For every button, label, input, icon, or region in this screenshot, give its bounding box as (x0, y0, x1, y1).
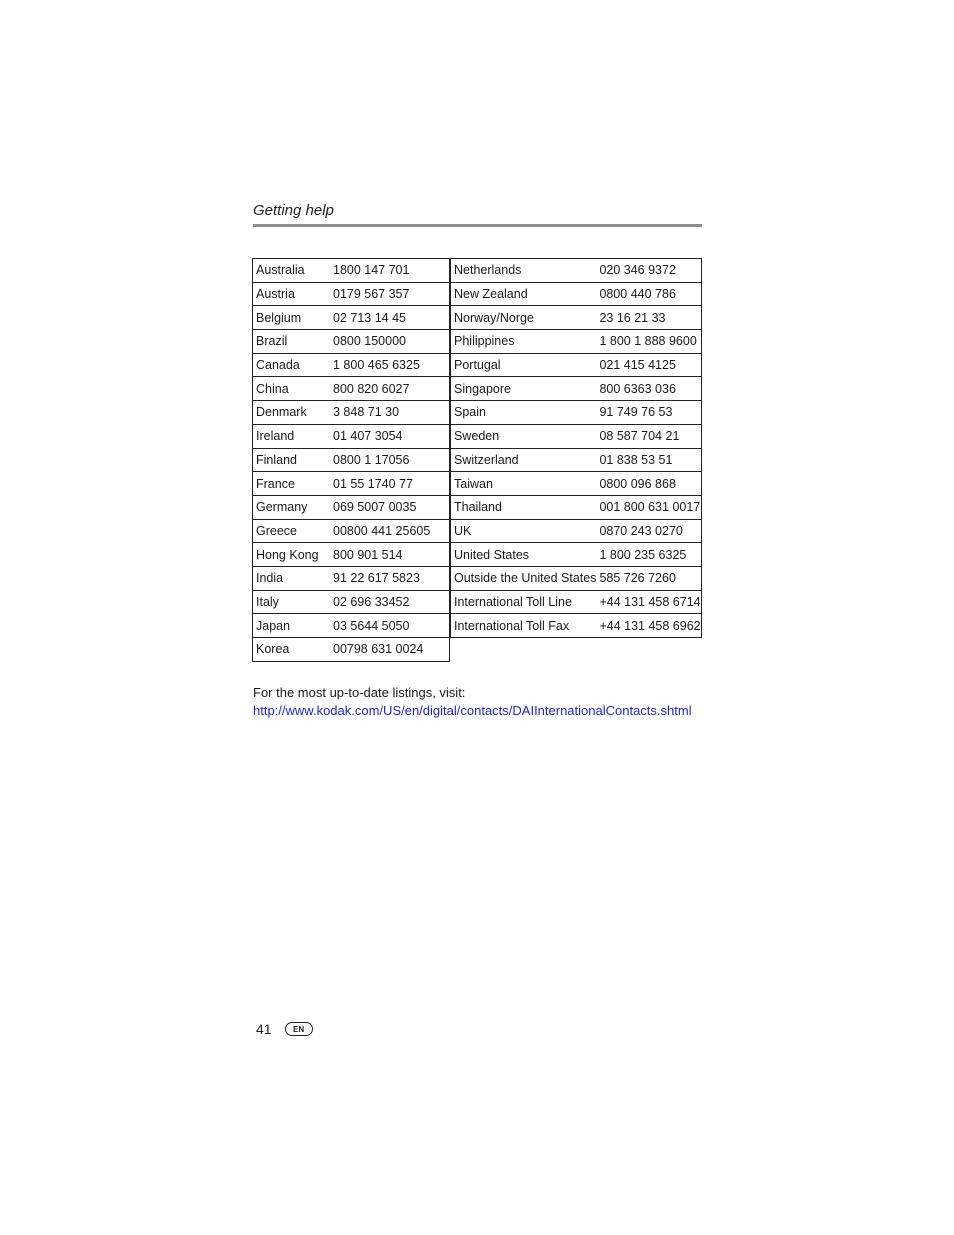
phone-number: 08 587 704 21 (596, 424, 701, 448)
phone-number: 03 5644 5050 (330, 614, 450, 638)
phone-number: 02 696 33452 (330, 590, 450, 614)
country-name: Thailand (451, 495, 597, 519)
phone-number: 00798 631 0024 (330, 638, 450, 662)
table-row (451, 495, 702, 519)
phone-number: 021 415 4125 (596, 353, 701, 377)
table-row (451, 590, 702, 614)
country-name: France (253, 472, 331, 496)
table-row (253, 519, 450, 543)
phone-number: 91 749 76 53 (596, 401, 701, 425)
table-row (253, 306, 450, 330)
country-name: China (253, 377, 331, 401)
table-row (253, 377, 450, 401)
listing-note (253, 684, 713, 720)
phone-number: 91 22 617 5823 (330, 566, 450, 590)
table-row (253, 259, 450, 283)
country-name: International Toll Line (451, 590, 597, 614)
page-footer (256, 1021, 313, 1037)
country-name: Finland (253, 448, 331, 472)
phone-number: 069 5007 0035 (330, 495, 450, 519)
phone-number: 1 800 235 6325 (596, 543, 701, 567)
country-name: International Toll Fax (451, 614, 597, 638)
phone-number: 1 800 1 888 9600 (596, 330, 701, 354)
phone-number: 1800 147 701 (330, 259, 450, 283)
phone-number: 1 800 465 6325 (330, 353, 450, 377)
phone-number: 01 838 53 51 (596, 448, 701, 472)
phone-number: 0800 440 786 (596, 282, 701, 306)
table-row (253, 614, 450, 638)
table-row (253, 282, 450, 306)
phone-number: +44 131 458 6962 (596, 614, 701, 638)
header-divider (253, 224, 702, 227)
country-name: UK (451, 519, 597, 543)
country-name: Netherlands (451, 259, 597, 283)
contacts-table-right (450, 258, 702, 638)
table-row (253, 590, 450, 614)
phone-number: 0800 096 868 (596, 472, 701, 496)
table-row (253, 424, 450, 448)
country-name: Canada (253, 353, 331, 377)
country-name: Belgium (253, 306, 331, 330)
page-header (253, 201, 702, 227)
country-name: Outside the United States (451, 566, 597, 590)
phone-number: +44 131 458 6714 (596, 590, 701, 614)
country-name: Spain (451, 401, 597, 425)
contacts-link[interactable]: http://www.kodak.com/US/en/digital/contacts/DAIInternationalContacts.shtml (253, 703, 692, 718)
phone-number: 0870 243 0270 (596, 519, 701, 543)
phone-number: 23 16 21 33 (596, 306, 701, 330)
country-name: Ireland (253, 424, 331, 448)
table-row (451, 377, 702, 401)
phone-number: 800 820 6027 (330, 377, 450, 401)
table-row (451, 472, 702, 496)
table-row (253, 638, 450, 662)
country-name: Philippines (451, 330, 597, 354)
table-row (253, 543, 450, 567)
table-row (451, 259, 702, 283)
phone-number: 00800 441 25605 (330, 519, 450, 543)
country-name: Switzerland (451, 448, 597, 472)
country-name: Portugal (451, 353, 597, 377)
table-row (451, 448, 702, 472)
phone-number: 0800 150000 (330, 330, 450, 354)
section-title: Getting help (253, 202, 334, 219)
table-row (253, 566, 450, 590)
country-name: India (253, 566, 331, 590)
country-name: Japan (253, 614, 331, 638)
country-name: Australia (253, 259, 331, 283)
country-name: Denmark (253, 401, 331, 425)
page-number: 41 (256, 1021, 272, 1037)
country-name: Italy (253, 590, 331, 614)
table-row (253, 401, 450, 425)
table-row (451, 330, 702, 354)
phone-number: 01 55 1740 77 (330, 472, 450, 496)
table-row (253, 472, 450, 496)
phone-number: 0179 567 357 (330, 282, 450, 306)
table-row (451, 353, 702, 377)
country-name: Singapore (451, 377, 597, 401)
table-row (451, 401, 702, 425)
country-name: Austria (253, 282, 331, 306)
table-row (451, 614, 702, 638)
phone-number: 02 713 14 45 (330, 306, 450, 330)
country-name: United States (451, 543, 597, 567)
phone-number: 001 800 631 0017 (596, 495, 701, 519)
phone-number: 3 848 71 30 (330, 401, 450, 425)
country-name: Korea (253, 638, 331, 662)
table-row (451, 519, 702, 543)
country-name: Sweden (451, 424, 597, 448)
country-name: Norway/Norge (451, 306, 597, 330)
table-row (253, 330, 450, 354)
country-name: Brazil (253, 330, 331, 354)
table-row (253, 353, 450, 377)
country-name: Germany (253, 495, 331, 519)
table-row (253, 495, 450, 519)
table-row (451, 306, 702, 330)
language-badge: EN (285, 1022, 313, 1036)
contacts-table-left (252, 258, 450, 662)
phone-number: 0800 1 17056 (330, 448, 450, 472)
phone-number: 800 901 514 (330, 543, 450, 567)
table-row (451, 282, 702, 306)
country-name: New Zealand (451, 282, 597, 306)
phone-number: 585 726 7260 (596, 566, 701, 590)
phone-number: 020 346 9372 (596, 259, 701, 283)
table-row (451, 566, 702, 590)
listing-text: For the most up-to-date listings, visit: (253, 685, 466, 700)
country-name: Taiwan (451, 472, 597, 496)
phone-number: 01 407 3054 (330, 424, 450, 448)
table-row (451, 543, 702, 567)
phone-number: 800 6363 036 (596, 377, 701, 401)
table-row (253, 448, 450, 472)
country-name: Hong Kong (253, 543, 331, 567)
table-row (451, 424, 702, 448)
country-name: Greece (253, 519, 331, 543)
